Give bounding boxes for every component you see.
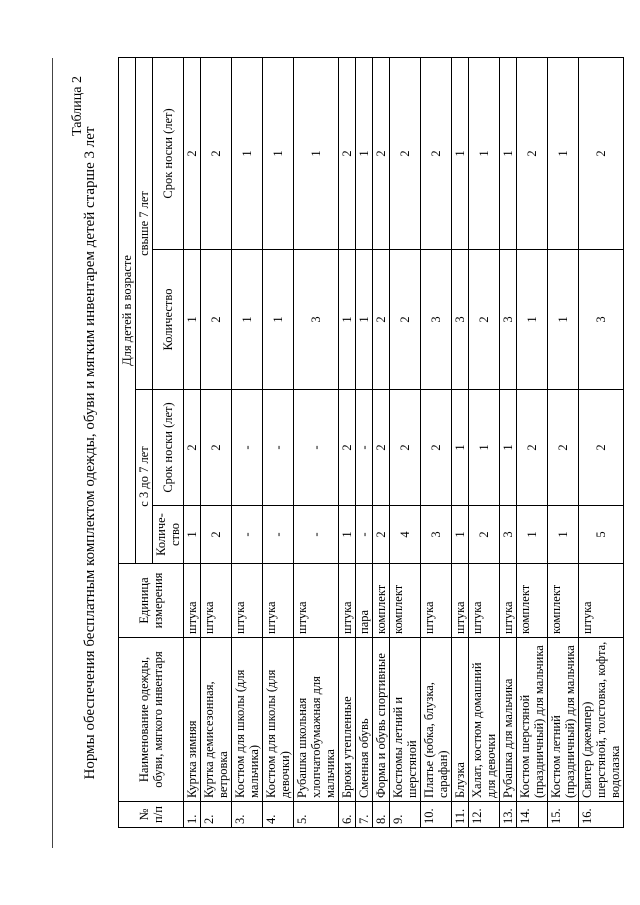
table-row [579, 57, 624, 827]
item-name: Сменная обувь [356, 638, 373, 802]
table-row [548, 57, 579, 827]
item-name: Костюм шерстяной (праздничный) для мальчика [517, 638, 548, 802]
qty-over-7: 1 [339, 250, 356, 390]
item-unit: штука [184, 564, 201, 638]
qty-3-7: - [232, 506, 263, 564]
term-over-7: 1 [500, 57, 517, 249]
item-name: Костюмы летний и шерстяной [390, 638, 421, 802]
table-label: Таблица 2 [70, 76, 85, 136]
header-age-3-7: с 3 до 7 лет [136, 390, 153, 564]
row-number: 4. [263, 802, 294, 828]
qty-3-7: 1 [452, 506, 469, 564]
item-name: Рубашка школьная хлопчатобумажная для мальчика [294, 638, 339, 802]
term-3-7: - [356, 390, 373, 506]
header-age-over-7: свыше 7 лет [136, 57, 153, 389]
term-over-7: 1 [469, 57, 500, 249]
term-over-7: 2 [390, 57, 421, 249]
qty-over-7: 3 [294, 250, 339, 390]
qty-3-7: 2 [469, 506, 500, 564]
table-row [232, 57, 263, 827]
term-over-7: 1 [263, 57, 294, 249]
item-unit: штука [294, 564, 339, 638]
qty-3-7: 1 [517, 506, 548, 564]
qty-3-7: 4 [390, 506, 421, 564]
rotated-page-content [70, 58, 620, 848]
term-over-7: 1 [548, 57, 579, 249]
item-unit: комплект [517, 564, 548, 638]
term-3-7: 1 [452, 390, 469, 506]
row-number: 11. [452, 802, 469, 828]
item-unit: штука [469, 564, 500, 638]
table-row [373, 57, 390, 827]
qty-over-7: 3 [452, 250, 469, 390]
term-over-7: 1 [294, 57, 339, 249]
qty-over-7: 1 [517, 250, 548, 390]
term-3-7: 1 [469, 390, 500, 506]
qty-over-7: 1 [356, 250, 373, 390]
table-row [201, 57, 232, 827]
qty-3-7: - [294, 506, 339, 564]
term-over-7: 2 [421, 57, 452, 249]
row-number: 8. [373, 802, 390, 828]
term-over-7: 2 [339, 57, 356, 249]
term-over-7: 2 [517, 57, 548, 249]
item-unit: комплект [390, 564, 421, 638]
qty-over-7: 1 [548, 250, 579, 390]
header-num: № п/п [119, 802, 184, 828]
row-number: 5. [294, 802, 339, 828]
term-3-7: 2 [339, 390, 356, 506]
table-row [184, 57, 201, 827]
item-unit: комплект [548, 564, 579, 638]
item-unit: штука [421, 564, 452, 638]
term-3-7: 2 [184, 390, 201, 506]
table-row [390, 57, 421, 827]
term-3-7: 2 [201, 390, 232, 506]
header-term-over-7: Срок носки (лет) [153, 57, 184, 249]
norms-table [118, 57, 624, 828]
table-row [452, 57, 469, 827]
qty-3-7: - [356, 506, 373, 564]
qty-3-7: 2 [373, 506, 390, 564]
table-row [356, 57, 373, 827]
term-3-7: - [294, 390, 339, 506]
term-over-7: 2 [201, 57, 232, 249]
row-number: 1. [184, 802, 201, 828]
qty-over-7: 1 [232, 250, 263, 390]
qty-over-7: 2 [469, 250, 500, 390]
table-row [263, 57, 294, 827]
row-number: 3. [232, 802, 263, 828]
item-name: Платье (юбка, блузка, сарафан) [421, 638, 452, 802]
row-number: 12. [469, 802, 500, 828]
row-number: 2. [201, 802, 232, 828]
term-3-7: 1 [500, 390, 517, 506]
item-name: Свитер (джемпер) шерстяной, толстовка, кофта, водолазка [579, 638, 624, 802]
row-number: 15. [548, 802, 579, 828]
item-name: Куртка демисезонная, ветровка [201, 638, 232, 802]
qty-over-7: 1 [263, 250, 294, 390]
table-row [294, 57, 339, 827]
term-3-7: 2 [421, 390, 452, 506]
qty-over-7: 2 [390, 250, 421, 390]
row-number: 14. [517, 802, 548, 828]
qty-3-7: - [263, 506, 294, 564]
item-unit: комплект [373, 564, 390, 638]
qty-3-7: 3 [421, 506, 452, 564]
item-name: Форма и обувь спортивные [373, 638, 390, 802]
item-name: Блузка [452, 638, 469, 802]
qty-3-7: 5 [579, 506, 624, 564]
header-unit: Единица измерения [119, 564, 184, 638]
qty-over-7: 3 [579, 250, 624, 390]
item-name: Костюм летний (праздничный) для мальчика [548, 638, 579, 802]
qty-over-7: 2 [201, 250, 232, 390]
item-unit: пара [356, 564, 373, 638]
term-over-7: 1 [452, 57, 469, 249]
item-unit: штука [339, 564, 356, 638]
header-qty-3-7: Количе-ство [153, 506, 184, 564]
term-3-7: 2 [373, 390, 390, 506]
header-name: Наименование одежды, обуви, мягкого инвентаря [119, 638, 184, 802]
qty-over-7: 1 [184, 250, 201, 390]
qty-over-7: 2 [373, 250, 390, 390]
row-number: 10. [421, 802, 452, 828]
table-row [469, 57, 500, 827]
term-over-7: 2 [373, 57, 390, 249]
item-unit: штука [232, 564, 263, 638]
item-unit: штука [452, 564, 469, 638]
table-row [517, 57, 548, 827]
qty-3-7: 1 [339, 506, 356, 564]
term-3-7: 2 [390, 390, 421, 506]
term-over-7: 1 [232, 57, 263, 249]
qty-over-7: 3 [421, 250, 452, 390]
row-number: 7. [356, 802, 373, 828]
row-number: 6. [339, 802, 356, 828]
page-margin-line [52, 58, 53, 848]
header-qty-over-7: Количество [153, 250, 184, 390]
item-unit: штука [263, 564, 294, 638]
item-name: Халат, костюм домашний для девочки [469, 638, 500, 802]
item-name: Рубашка для мальчика [500, 638, 517, 802]
table-row [421, 57, 452, 827]
item-name: Куртка зимняя [184, 638, 201, 802]
item-name: Брюки утепленные [339, 638, 356, 802]
header-term-3-7: Срок носки (лет) [153, 390, 184, 506]
qty-over-7: 3 [500, 250, 517, 390]
qty-3-7: 1 [184, 506, 201, 564]
item-unit: штука [579, 564, 624, 638]
term-over-7: 2 [184, 57, 201, 249]
term-3-7: 2 [579, 390, 624, 506]
row-number: 13. [500, 802, 517, 828]
row-number: 9. [390, 802, 421, 828]
qty-3-7: 3 [500, 506, 517, 564]
item-unit: штука [201, 564, 232, 638]
term-3-7: - [232, 390, 263, 506]
item-unit: штука [500, 564, 517, 638]
item-name: Костюм для школы (для девочки) [263, 638, 294, 802]
qty-3-7: 1 [548, 506, 579, 564]
term-3-7: - [263, 390, 294, 506]
term-over-7: 1 [356, 57, 373, 249]
item-name: Костюм для школы (для мальчика) [232, 638, 263, 802]
table-row [500, 57, 517, 827]
table-row [339, 57, 356, 827]
row-number: 16. [579, 802, 624, 828]
term-3-7: 2 [517, 390, 548, 506]
qty-3-7: 2 [201, 506, 232, 564]
term-3-7: 2 [548, 390, 579, 506]
table-body [184, 57, 624, 827]
header-age-group: Для детей в возрасте [119, 57, 136, 563]
term-over-7: 2 [579, 57, 624, 249]
table-caption: Нормы обеспечения бесплатным комплектом одежды, обуви и мягким инвентарем детей старше 3 лет [82, 126, 98, 780]
